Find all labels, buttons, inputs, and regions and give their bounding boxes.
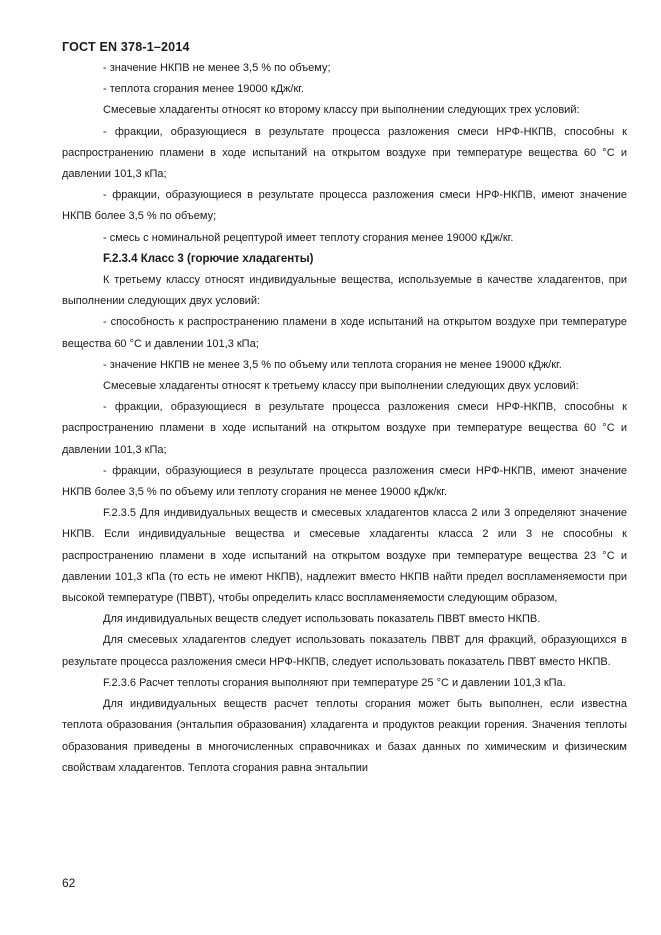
paragraph: Для смесевых хладагентов следует использовать показатель ПВВТ для фракций, образующихся в результате процесса разложения смеси НРФ-НКПВ, следует использовать показатель ПВВТ вместо НКПВ. [62,634,627,668]
paragraph: Для индивидуальных веществ расчет теплоты сгорания может быть выполнен, если известна теплота образования (энтальпия образования) хладагента и продуктов реакции горения. Значения теплоты образования приведены в многочисленных справочниках и базах данных по химическим и физическим свойствам хладагентов. Теплота сгорания равна энтальпии [62,698,627,774]
list-item: - фракции, образующиеся в результате процесса разложения смеси НРФ-НКПВ, имеют значение НКПВ более 3,5 % по объему или теплоту сгорания не менее 19000 кДж/кг. [62,464,627,499]
list-item: - значение НКПВ не менее 3,5 % по объему или теплота сгорания не менее 19000 кДж/кг. [103,358,562,371]
paragraph: К третьему классу относят индивидуальные вещества, используемые в качестве хладагентов, при выполнении следующих двух условий: [62,274,627,308]
list-item: - способность к распространению пламени в ходе испытаний на открытом воздухе при температуре вещества 60 °С и давлении 101,3 кПа; [62,316,627,350]
paragraph: F.2.3.6 Расчет теплоты сгорания выполняют при температуре 25 °С и давлении 101,3 кПа. [103,676,566,689]
standard-header: ГОСТ EN 378-1–2014 [62,40,190,54]
paragraph: F.2.3.5 Для индивидуальных веществ и смесевых хладагентов класса 2 или 3 определяют значение НКПВ. Если индивидуальные вещества и смесевые хладагенты класса 2 или 3 не способны к распространению пламени в ходе испытаний на открытом воздухе при температуре вещества 23 °С и давлении 101,3 кПа (то есть не имеют НКПВ), надлежит вместо НКПВ найти предел воспламеняемости при высокой температуре (ПВВТ), чтобы определить класс воспламеняемости следующим образом, [62,507,627,605]
list-item: - фракции, образующиеся в результате процесса разложения смеси НРФ-НКПВ, имеют значение НКПВ более 3,5 % по объему; [62,189,627,223]
list-item: - теплота сгорания менее 19000 кДж/кг. [103,83,304,96]
list-item: - значение НКПВ не менее 3,5 % по объему; [103,62,331,74]
paragraph: Для индивидуальных веществ следует использовать показатель ПВВТ вместо НКПВ. [103,613,541,626]
paragraph: Смесевые хладагенты относят к третьему классу при выполнении следующих двух условий: [103,380,579,393]
document-body [62,58,627,779]
list-item: - смесь с номинальной рецептурой имеет теплоту сгорания менее 19000 кДж/кг. [103,231,514,244]
paragraph: Смесевые хладагенты относят ко второму классу при выполнении следующих трех условий: [103,104,580,117]
section-heading: F.2.3.4 Класс 3 (горючие хладагенты) [103,252,314,265]
list-item: - фракции, образующиеся в результате процесса разложения смеси НРФ-НКПВ, способны к распространению пламени в ходе испытаний на открытом воздухе при температуре вещества 60 °С и давлении 101,3 кПа; [62,401,627,456]
page-number: 62 [62,876,76,890]
list-item: - фракции, образующиеся в результате процесса разложения смеси НРФ-НКПВ, способны к распространению пламени в ходе испытаний на открытом воздухе при температуре вещества 60 °С и давлении 101,3 кПа; [62,125,627,181]
